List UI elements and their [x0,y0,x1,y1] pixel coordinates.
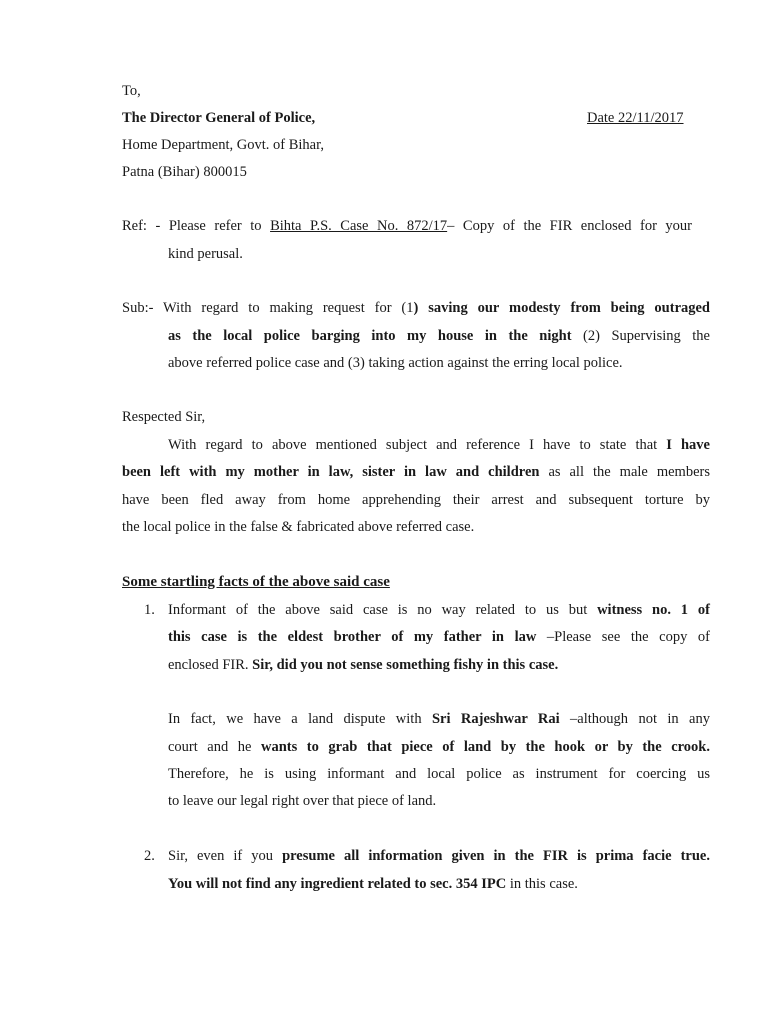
item-1-para2-line-3: Therefore, he is using informant and local police as instrument for coercing us [168,766,710,782]
item1-l2-a: this case is the eldest brother of my father in law [168,629,537,645]
item-2-line-2 [168,876,578,893]
item1-l3-b: Sir, did you not sense something fishy in this case. [252,657,559,673]
body-line-2 [122,464,710,481]
ref-line-1 [122,218,692,235]
sub-line-2 [168,328,710,345]
item1-l1-a: Informant of the above said case is no way related to us but [168,602,598,618]
item2-l2-b: in this case. [506,876,578,892]
body-line-1 [168,437,710,454]
item-1-line-2 [168,629,710,646]
salutation-to: To, [122,83,141,99]
sub-l2-a: as the local police barging into my house in the night [168,328,572,344]
ref-line-2: kind perusal. [168,246,243,262]
item-1-line-3 [168,657,558,674]
item-2-number: 2. [144,848,155,864]
body-line-4: the local police in the false & fabricated above referred case. [122,519,475,535]
sub-l1-a: Sub:- With regard to making request for (1 [122,300,414,316]
body-l1-a: With regard to above mentioned subject and reference I have to state that [168,437,667,453]
sub-line-3: above referred police case and (3) taking action against the erring local police. [168,355,623,371]
body-l1-b: I have [666,437,710,453]
item1-l1-b: witness no. 1 of [597,602,710,618]
item2-l2-a: You will not find any ingredient related to sec. 354 IPC [168,876,507,892]
item1-p2-l1-a: In fact, we have a land dispute with [168,711,432,727]
recipient-department: Home Department, Govt. of Bihar, [122,137,324,153]
item1-p2-l1-c: –although not in any [559,711,710,727]
item-1-para2-line-1 [168,711,710,728]
item2-l1-a: Sir, even if you [168,848,283,864]
sub-line-1 [122,300,710,317]
recipient-title: The Director General of Police, [122,110,316,126]
body-l2-b: as all the male members [539,464,710,480]
item2-l1-b: presume all information given in the FIR is prima facie true. [282,848,710,864]
body-l2-a: been left with my mother in law, sister in law and children [122,464,540,480]
sub-l2-b: (2) Supervising the [571,328,710,344]
facts-heading: Some startling facts of the above said case [122,574,390,590]
item1-p2-l1-b: Sri Rajeshwar Rai [431,711,560,727]
greeting: Respected Sir, [122,409,206,425]
letter-date: Date 22/11/2017 [587,110,684,126]
item1-p2-l2-a: court and he [168,739,261,755]
ref-prefix: Ref: - Please refer to [122,218,271,234]
recipient-address: Patna (Bihar) 800015 [122,164,247,180]
item-1-para2-line-4: to leave our legal right over that piece of land. [168,793,437,809]
body-line-3: have been fled away from home apprehending their arrest and subsequent torture by [122,492,710,508]
item-1-number: 1. [144,602,155,618]
ref-suffix: – Copy of the FIR enclosed for your [447,218,692,234]
sub-l1-b: ) saving our modesty from being outraged [413,300,711,316]
item1-p2-l2-b: wants to grab that piece of land by the hook or by the crook. [260,739,710,755]
item1-l2-b: –Please see the copy of [536,629,710,645]
item-1-para2-line-2 [168,739,710,756]
item-1-line-1 [168,602,710,619]
ref-case-number: Bihta P.S. Case No. 872/17 [270,218,448,234]
item-2-line-1 [168,848,710,865]
item1-l3-a: enclosed FIR. [168,657,253,673]
